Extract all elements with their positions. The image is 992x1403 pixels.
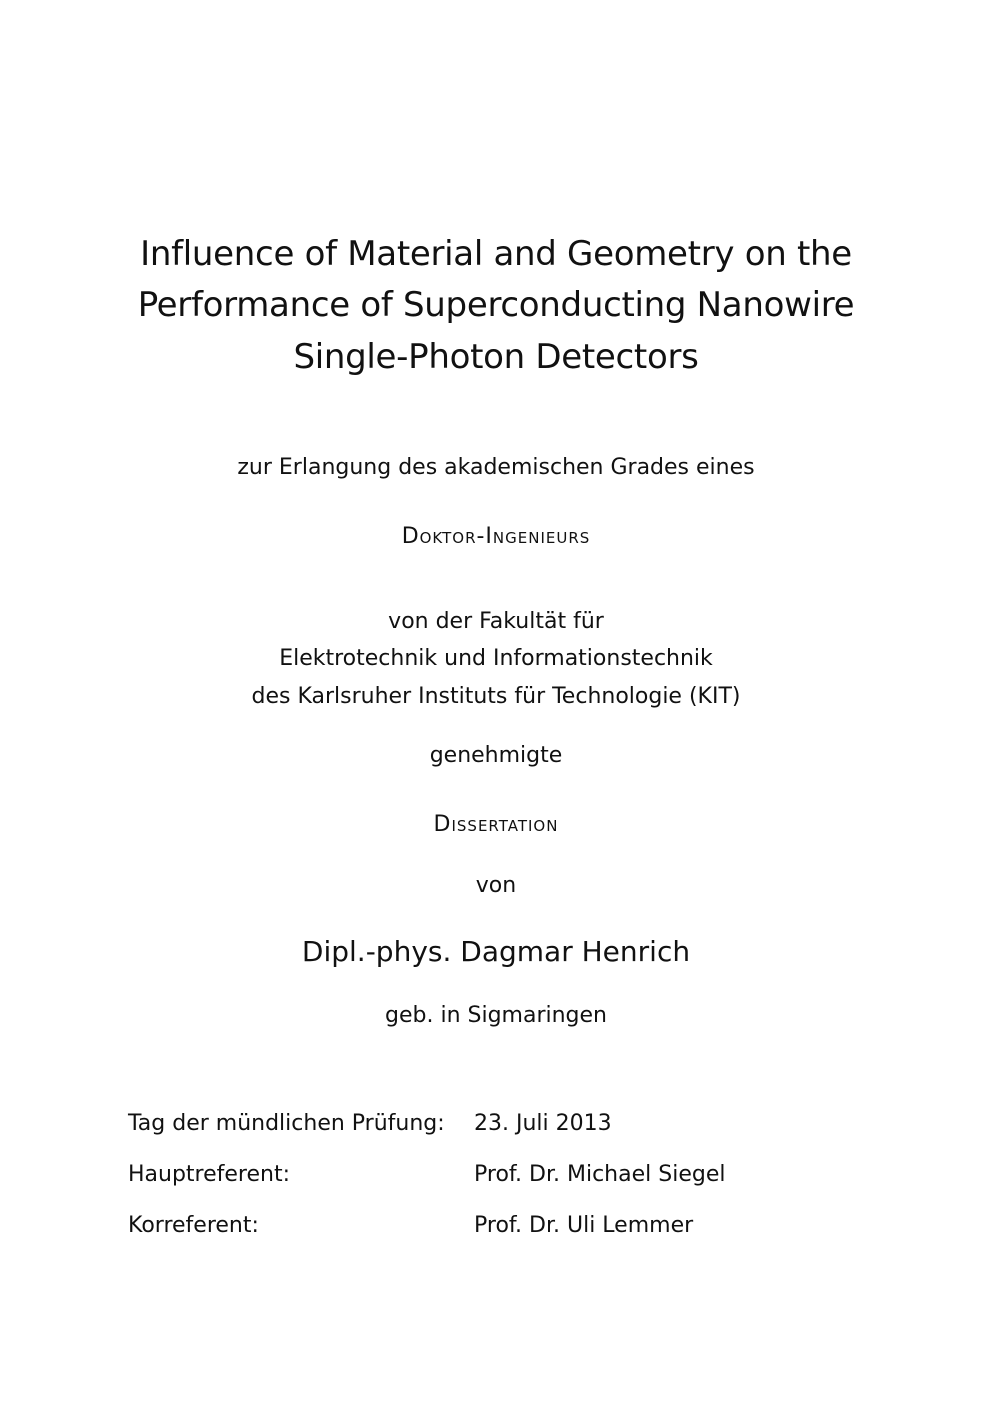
title-line-3: Single-Photon Detectors <box>293 337 699 377</box>
co-referee-label: Korreferent: <box>128 1213 259 1238</box>
main-referee-label: Hauptreferent: <box>128 1162 291 1187</box>
faculty-line-2: Elektrotechnik und Informationstechnik <box>279 646 713 671</box>
main-referee-value: Prof. Dr. Michael Siegel <box>474 1162 726 1187</box>
exam-date-value: 23. Juli 2013 <box>474 1111 612 1136</box>
degree-name: Doktor-Ingenieurs <box>401 524 591 549</box>
co-referee-value: Prof. Dr. Uli Lemmer <box>474 1213 694 1238</box>
title-line-2: Performance of Superconducting Nanowire <box>137 285 855 325</box>
title-line-1: Influence of Material and Geometry on the <box>140 234 852 274</box>
approved-text: genehmigte <box>429 743 563 768</box>
faculty-line-1: von der Fakultät für <box>388 609 604 634</box>
degree-intro: zur Erlangung des akademischen Grades eines <box>237 455 755 480</box>
birthplace: geb. in Sigmaringen <box>385 1003 607 1028</box>
author-name: Dipl.-phys. Dagmar Henrich <box>301 935 691 968</box>
document-type: Dissertation <box>433 812 559 837</box>
exam-date-label: Tag der mündlichen Prüfung: <box>128 1111 445 1136</box>
faculty-line-3: des Karlsruher Instituts für Technologie (KIT) <box>251 684 741 709</box>
by-text: von <box>475 873 517 898</box>
